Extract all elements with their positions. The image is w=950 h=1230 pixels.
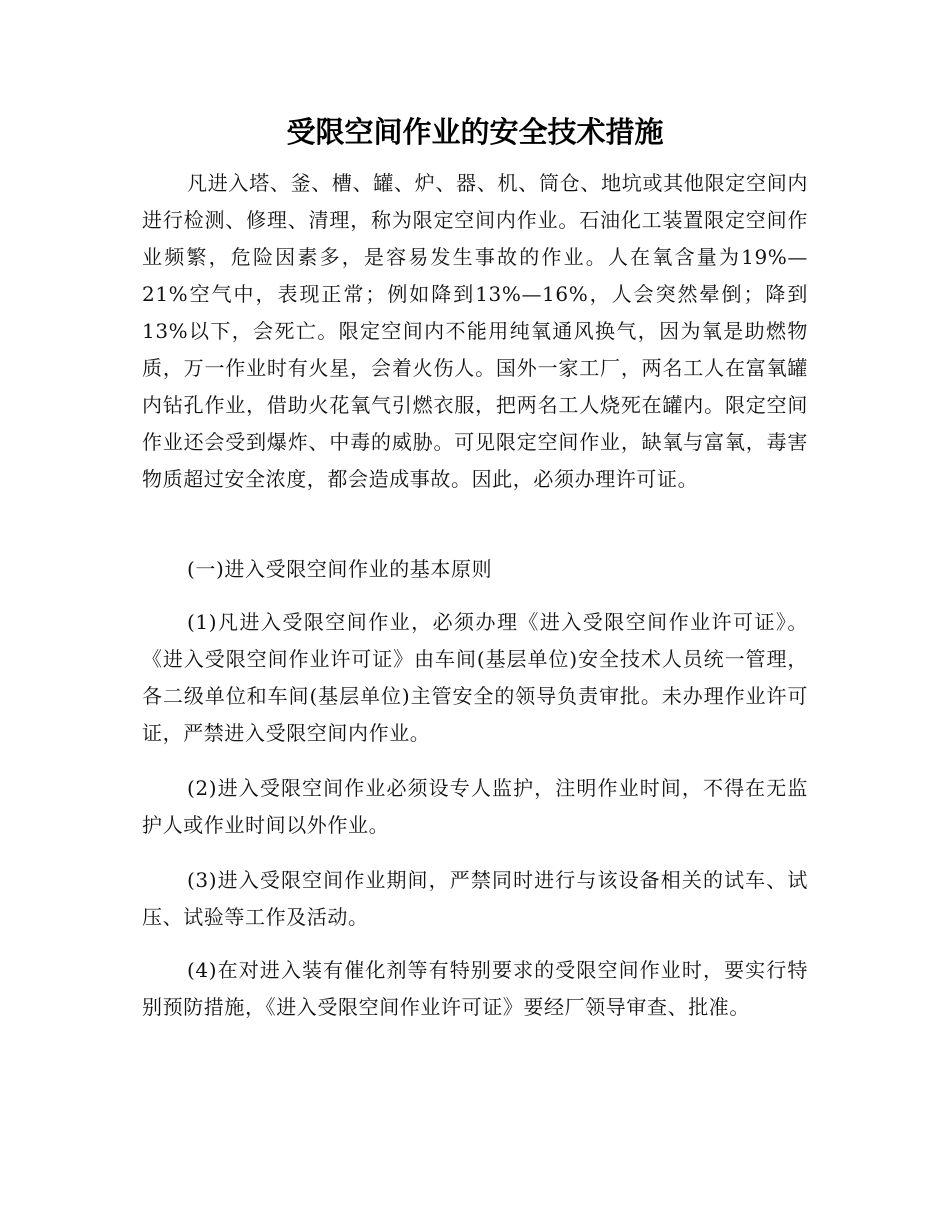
rule-item-4: (4)在对进入装有催化剂等有特别要求的受限空间作业时，要实行特别预防措施，《进入受限空间作业许可证》要经厂领导审查、批准。 <box>142 958 808 1019</box>
rule-item-3: (3)进入受限空间作业期间，严禁同时进行与该设备相关的试车、试压、试验等工作及活动。 <box>142 868 808 929</box>
rule-item-1: (1)凡进入受限空间作业，必须办理《进入受限空间作业许可证》。《进入受限空间作业许可证》由车间(基层单位)安全技术人员统一管理，各二级单位和车间(基层单位)主管安全的领导负责审批。未办理作业许可证，严禁进入受限空间内作业。 <box>142 610 808 745</box>
intro-paragraph: 凡进入塔、釜、槽、罐、炉、器、机、筒仓、地坑或其他限定空间内进行检测、修理、清理，称为限定空间内作业。石油化工装置限定空间作业频繁，危险因素多，是容易发生事故的作业。人在氧含量为19%—21%空气中，表现正常；例如降到13%—16%，人会突然晕倒；降到13%以下，会死亡。限定空间内不能用纯氧通风换气，因为氧是助燃物质，万一作业时有火星，会着火伤人。国外一家工厂，两名工人在富氧罐内钻孔作业，借助火花氧气引燃衣服，把两名工人烧死在罐内。限定空间作业还会受到爆炸、中毒的威胁。可见限定空间作业，缺氧与富氧，毒害物质超过安全浓度，都会造成事故。因此，必须办理许可证。 <box>142 171 808 491</box>
rule-item-2: (2)进入受限空间作业必须设专人监护，注明作业时间，不得在无监护人或作业时间以外作业。 <box>142 776 808 837</box>
document-title: 受限空间作业的安全技术措施 <box>286 115 664 149</box>
section-heading: (一)进入受限空间作业的基本原则 <box>187 557 493 581</box>
